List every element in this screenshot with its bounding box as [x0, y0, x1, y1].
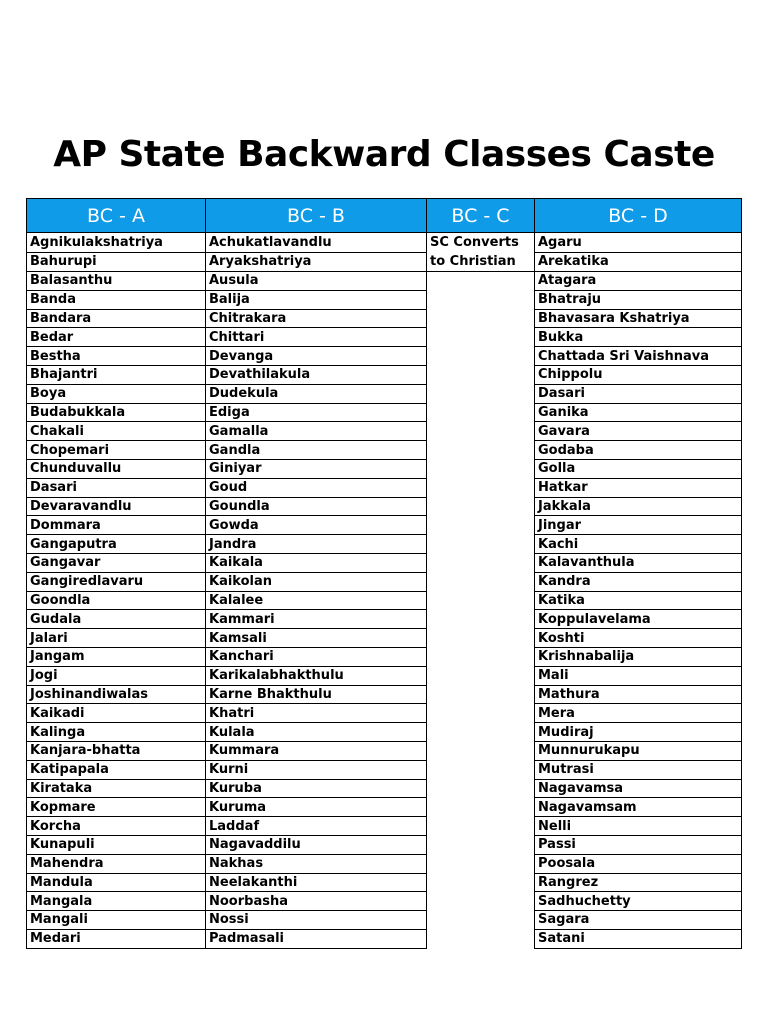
bc-a-cell: Mandula	[27, 873, 206, 892]
bc-a-cell: Dasari	[27, 478, 206, 497]
empty-cell	[427, 441, 535, 460]
page-title: AP State Backward Classes Caste	[53, 134, 715, 175]
bc-b-cell: Achukatlavandlu	[206, 233, 427, 253]
table-row	[27, 591, 742, 610]
bc-b-cell: Chitrakara	[206, 309, 427, 328]
bc-a-cell: Gangiredlavaru	[27, 572, 206, 591]
bc-b-cell: Karne Bhakthulu	[206, 685, 427, 704]
empty-cell	[427, 384, 535, 403]
bc-d-cell: Chippolu	[535, 365, 742, 384]
bc-b-cell: Balija	[206, 290, 427, 309]
bc-a-cell: Agnikulakshatriya	[27, 233, 206, 253]
empty-cell	[427, 309, 535, 328]
table-row	[27, 403, 742, 422]
header-row	[27, 199, 742, 233]
bc-a-cell: Bhajantri	[27, 365, 206, 384]
table-row	[27, 422, 742, 441]
bc-b-cell: Nagavaddilu	[206, 835, 427, 854]
bc-d-cell: Bhatraju	[535, 290, 742, 309]
bc-c-cell: SC Converts to Christian	[427, 233, 535, 272]
bc-b-cell: Kaikala	[206, 553, 427, 572]
bc-d-cell: Passi	[535, 835, 742, 854]
bc-d-cell: Koppulavelama	[535, 610, 742, 629]
bc-b-cell: Devathilakula	[206, 365, 427, 384]
bc-a-cell: Kanjara-bhatta	[27, 741, 206, 760]
table-row	[27, 723, 742, 742]
bc-b-cell: Ediga	[206, 403, 427, 422]
bc-a-cell: Chopemari	[27, 441, 206, 460]
empty-cell	[427, 516, 535, 535]
bc-d-cell: Golla	[535, 459, 742, 478]
empty-cell	[427, 535, 535, 554]
bc-a-cell: Mangala	[27, 892, 206, 911]
bc-b-cell: Gandla	[206, 441, 427, 460]
bc-d-cell: Sadhuchetty	[535, 892, 742, 911]
empty-cell	[427, 553, 535, 572]
bc-a-cell: Goondla	[27, 591, 206, 610]
bc-d-cell: Godaba	[535, 441, 742, 460]
empty-cell	[427, 873, 535, 892]
bc-a-cell: Medari	[27, 929, 206, 948]
table-row	[27, 497, 742, 516]
bc-b-cell: Nakhas	[206, 854, 427, 873]
bc-d-cell: Sagara	[535, 911, 742, 930]
bc-a-cell: Kunapuli	[27, 835, 206, 854]
bc-d-cell: Kachi	[535, 535, 742, 554]
table-row	[27, 384, 742, 403]
table-row	[27, 233, 742, 253]
bc-b-cell: Kalalee	[206, 591, 427, 610]
bc-d-cell: Nelli	[535, 817, 742, 836]
bc-a-cell: Devaravandlu	[27, 497, 206, 516]
table-row	[27, 290, 742, 309]
bc-a-cell: Katipapala	[27, 760, 206, 779]
bc-d-cell: Gavara	[535, 422, 742, 441]
bc-a-cell: Korcha	[27, 817, 206, 836]
bc-d-cell: Kalavanthula	[535, 553, 742, 572]
bc-b-cell: Khatri	[206, 704, 427, 723]
bc-a-cell: Gudala	[27, 610, 206, 629]
header-bc-d: BC - D	[535, 199, 742, 233]
table-row	[27, 347, 742, 366]
bc-b-cell: Karikalabhakthulu	[206, 666, 427, 685]
bc-d-cell: Koshti	[535, 629, 742, 648]
bc-b-cell: Kuruma	[206, 798, 427, 817]
table-row	[27, 610, 742, 629]
empty-cell	[427, 723, 535, 742]
bc-b-cell: Padmasali	[206, 929, 427, 948]
bc-b-cell: Kulala	[206, 723, 427, 742]
bc-b-cell: Devanga	[206, 347, 427, 366]
bc-b-cell: Chittari	[206, 328, 427, 347]
empty-cell	[427, 290, 535, 309]
empty-cell	[427, 835, 535, 854]
bc-a-cell: Kopmare	[27, 798, 206, 817]
bc-b-cell: Noorbasha	[206, 892, 427, 911]
empty-cell	[427, 591, 535, 610]
bc-a-cell: Balasanthu	[27, 272, 206, 291]
empty-cell	[427, 929, 535, 948]
bc-a-cell: Jogi	[27, 666, 206, 685]
table-row	[27, 892, 742, 911]
bc-d-cell: Satani	[535, 929, 742, 948]
bc-d-cell: Mutrasi	[535, 760, 742, 779]
bc-d-cell: Chattada Sri Vaishnava	[535, 347, 742, 366]
bc-b-cell: Jandra	[206, 535, 427, 554]
table-row	[27, 535, 742, 554]
bc-a-cell: Joshinandiwalas	[27, 685, 206, 704]
bc-b-cell: Kummara	[206, 741, 427, 760]
empty-cell	[427, 459, 535, 478]
bc-b-cell: Goundla	[206, 497, 427, 516]
bc-a-cell: Kalinga	[27, 723, 206, 742]
bc-a-cell: Banda	[27, 290, 206, 309]
bc-b-cell: Kurni	[206, 760, 427, 779]
empty-cell	[427, 911, 535, 930]
bc-a-cell: Boya	[27, 384, 206, 403]
table-row	[27, 553, 742, 572]
table-row	[27, 911, 742, 930]
table-row	[27, 516, 742, 535]
caste-table	[26, 198, 742, 949]
bc-b-cell: Goud	[206, 478, 427, 497]
empty-cell	[427, 572, 535, 591]
bc-a-cell: Gangaputra	[27, 535, 206, 554]
bc-b-cell: Laddaf	[206, 817, 427, 836]
bc-a-cell: Bestha	[27, 347, 206, 366]
table-row	[27, 272, 742, 291]
empty-cell	[427, 365, 535, 384]
table-row	[27, 854, 742, 873]
bc-d-cell: Ganika	[535, 403, 742, 422]
bc-a-cell: Budabukkala	[27, 403, 206, 422]
table-row	[27, 685, 742, 704]
table-row	[27, 647, 742, 666]
bc-b-cell: Neelakanthi	[206, 873, 427, 892]
bc-a-cell: Mangali	[27, 911, 206, 930]
empty-cell	[427, 478, 535, 497]
bc-b-cell: Kuruba	[206, 779, 427, 798]
bc-d-cell: Kandra	[535, 572, 742, 591]
empty-cell	[427, 892, 535, 911]
bc-d-cell: Arekatika	[535, 252, 742, 272]
empty-cell	[427, 798, 535, 817]
table-body	[27, 233, 742, 949]
bc-d-cell: Jingar	[535, 516, 742, 535]
table-row	[27, 252, 742, 272]
bc-d-cell: Mathura	[535, 685, 742, 704]
bc-d-cell: Agaru	[535, 233, 742, 253]
bc-d-cell: Katika	[535, 591, 742, 610]
bc-d-cell: Jakkala	[535, 497, 742, 516]
empty-cell	[427, 403, 535, 422]
bc-d-cell: Bukka	[535, 328, 742, 347]
bc-d-cell: Hatkar	[535, 478, 742, 497]
bc-a-cell: Gangavar	[27, 553, 206, 572]
empty-cell	[427, 422, 535, 441]
bc-d-cell: Nagavamsa	[535, 779, 742, 798]
header-bc-b: BC - B	[206, 199, 427, 233]
table-row	[27, 929, 742, 948]
bc-a-cell: Jalari	[27, 629, 206, 648]
table-row	[27, 779, 742, 798]
table-row	[27, 798, 742, 817]
bc-d-cell: Nagavamsam	[535, 798, 742, 817]
empty-cell	[427, 741, 535, 760]
bc-d-cell: Krishnabalija	[535, 647, 742, 666]
bc-d-cell: Bhavasara Kshatriya	[535, 309, 742, 328]
empty-cell	[427, 760, 535, 779]
table-row	[27, 741, 742, 760]
bc-a-cell: Chunduvallu	[27, 459, 206, 478]
bc-a-cell: Mahendra	[27, 854, 206, 873]
bc-b-cell: Dudekula	[206, 384, 427, 403]
bc-d-cell: Mera	[535, 704, 742, 723]
bc-a-cell: Dommara	[27, 516, 206, 535]
bc-b-cell: Kammari	[206, 610, 427, 629]
bc-a-cell: Kaikadi	[27, 704, 206, 723]
bc-d-cell: Mudiraj	[535, 723, 742, 742]
header-bc-c: BC - C	[427, 199, 535, 233]
bc-b-cell: Ausula	[206, 272, 427, 291]
header-bc-a: BC - A	[27, 199, 206, 233]
empty-cell	[427, 854, 535, 873]
bc-b-cell: Gamalla	[206, 422, 427, 441]
empty-cell	[427, 647, 535, 666]
table-row	[27, 666, 742, 685]
bc-a-cell: Bahurupi	[27, 252, 206, 272]
bc-b-cell: Kamsali	[206, 629, 427, 648]
table-row	[27, 328, 742, 347]
bc-d-cell: Poosala	[535, 854, 742, 873]
table-row	[27, 817, 742, 836]
empty-cell	[427, 685, 535, 704]
table-row	[27, 704, 742, 723]
table-row	[27, 760, 742, 779]
empty-cell	[427, 779, 535, 798]
table-row	[27, 365, 742, 384]
table-row	[27, 873, 742, 892]
bc-b-cell: Nossi	[206, 911, 427, 930]
table-row	[27, 309, 742, 328]
empty-cell	[427, 817, 535, 836]
empty-cell	[427, 629, 535, 648]
empty-cell	[427, 272, 535, 291]
bc-d-cell: Munnurukapu	[535, 741, 742, 760]
bc-b-cell: Aryakshatriya	[206, 252, 427, 272]
bc-a-cell: Bedar	[27, 328, 206, 347]
bc-d-cell: Atagara	[535, 272, 742, 291]
bc-d-cell: Rangrez	[535, 873, 742, 892]
table-row	[27, 572, 742, 591]
table-row	[27, 441, 742, 460]
bc-d-cell: Mali	[535, 666, 742, 685]
bc-a-cell: Bandara	[27, 309, 206, 328]
bc-a-cell: Jangam	[27, 647, 206, 666]
empty-cell	[427, 704, 535, 723]
bc-a-cell: Chakali	[27, 422, 206, 441]
bc-a-cell: Kirataka	[27, 779, 206, 798]
empty-cell	[427, 347, 535, 366]
bc-d-cell: Dasari	[535, 384, 742, 403]
empty-cell	[427, 497, 535, 516]
bc-b-cell: Kaikolan	[206, 572, 427, 591]
table-row	[27, 478, 742, 497]
bc-b-cell: Gowda	[206, 516, 427, 535]
empty-cell	[427, 610, 535, 629]
bc-b-cell: Kanchari	[206, 647, 427, 666]
table-row	[27, 629, 742, 648]
table-row	[27, 835, 742, 854]
table-row	[27, 459, 742, 478]
bc-b-cell: Giniyar	[206, 459, 427, 478]
empty-cell	[427, 666, 535, 685]
empty-cell	[427, 328, 535, 347]
